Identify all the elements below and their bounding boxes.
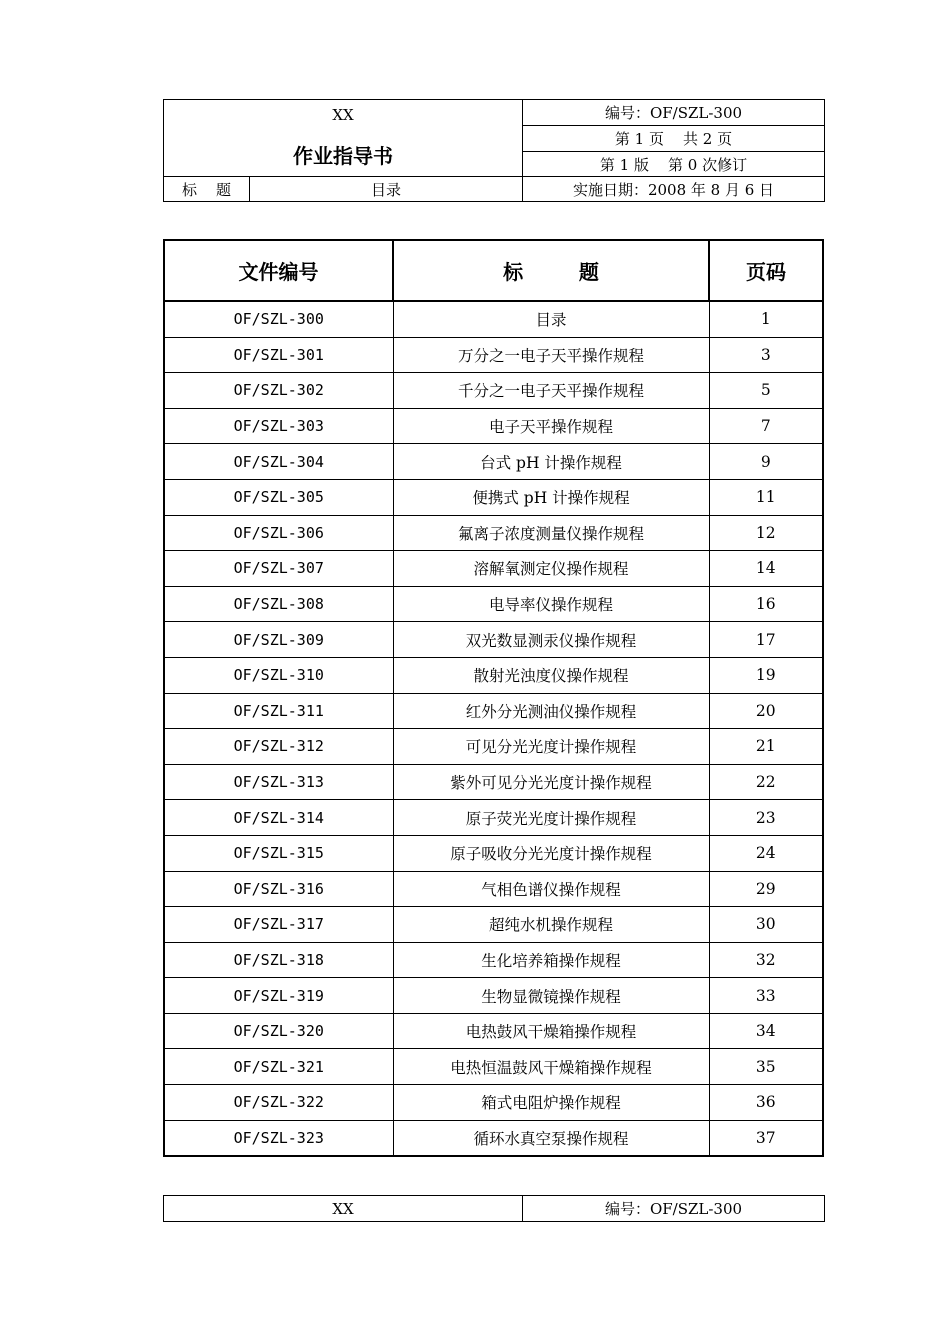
toc-title-cell: 循环水真空泵操作规程 bbox=[393, 1120, 709, 1156]
toc-code-cell: OF/SZL-316 bbox=[164, 871, 393, 907]
table-row bbox=[164, 444, 823, 480]
company-name: XX bbox=[332, 106, 354, 124]
toc-code-cell: OF/SZL-302 bbox=[164, 373, 393, 409]
toc-page-cell: 21 bbox=[709, 729, 823, 765]
toc-title-cell: 生化培养箱操作规程 bbox=[393, 942, 709, 978]
toc-title-cell: 气相色谱仪操作规程 bbox=[393, 871, 709, 907]
toc-title-cell: 双光数显测汞仪操作规程 bbox=[393, 622, 709, 658]
toc-title-cell: 超纯水机操作规程 bbox=[393, 907, 709, 943]
table-row bbox=[164, 515, 823, 551]
toc-title-cell: 箱式电阻炉操作规程 bbox=[393, 1085, 709, 1121]
toc-code-cell: OF/SZL-323 bbox=[164, 1120, 393, 1156]
toc-code-cell: OF/SZL-309 bbox=[164, 622, 393, 658]
toc-title-cell: 紫外可见分光光度计操作规程 bbox=[393, 764, 709, 800]
toc-page-cell: 11 bbox=[709, 479, 823, 515]
table-row bbox=[164, 586, 823, 622]
effective-date: 实施日期：2008 年 8 月 6 日 bbox=[523, 177, 825, 202]
toc-title-cell: 可见分光光度计操作规程 bbox=[393, 729, 709, 765]
toc-code-cell: OF/SZL-321 bbox=[164, 1049, 393, 1085]
footer-code: 编号：OF/SZL-300 bbox=[523, 1196, 825, 1222]
document-header bbox=[163, 99, 825, 202]
toc-page-cell: 35 bbox=[709, 1049, 823, 1085]
toc-code-cell: OF/SZL-310 bbox=[164, 657, 393, 693]
toc-code-cell: OF/SZL-305 bbox=[164, 479, 393, 515]
toc-page-cell: 17 bbox=[709, 622, 823, 658]
toc-title-cell: 电子天平操作规程 bbox=[393, 408, 709, 444]
page-info: 第 1 页 共 2 页 bbox=[523, 126, 825, 152]
toc-title-cell: 电导率仪操作规程 bbox=[393, 586, 709, 622]
toc-code-cell: OF/SZL-306 bbox=[164, 515, 393, 551]
toc-page-cell: 14 bbox=[709, 551, 823, 587]
toc-header-row bbox=[164, 240, 823, 301]
toc-page-cell: 9 bbox=[709, 444, 823, 480]
toc-title-cell: 便携式 pH 计操作规程 bbox=[393, 479, 709, 515]
toc-page-cell: 34 bbox=[709, 1013, 823, 1049]
toc-code-cell: OF/SZL-311 bbox=[164, 693, 393, 729]
toc-code-cell: OF/SZL-317 bbox=[164, 907, 393, 943]
toc-page-cell: 7 bbox=[709, 408, 823, 444]
document-title: 作业指导书 bbox=[293, 144, 393, 168]
toc-page-cell: 33 bbox=[709, 978, 823, 1014]
toc-code-cell: OF/SZL-320 bbox=[164, 1013, 393, 1049]
toc-page-cell: 19 bbox=[709, 657, 823, 693]
toc-code-cell: OF/SZL-308 bbox=[164, 586, 393, 622]
table-row bbox=[164, 978, 823, 1014]
table-row bbox=[164, 729, 823, 765]
toc-code-cell: OF/SZL-301 bbox=[164, 337, 393, 373]
footer-company: XX bbox=[164, 1196, 523, 1222]
toc-code-cell: OF/SZL-304 bbox=[164, 444, 393, 480]
toc-table bbox=[163, 239, 824, 1157]
toc-code-cell: OF/SZL-313 bbox=[164, 764, 393, 800]
toc-title-cell: 台式 pH 计操作规程 bbox=[393, 444, 709, 480]
toc-page-cell: 20 bbox=[709, 693, 823, 729]
document-footer bbox=[163, 1195, 825, 1222]
table-row bbox=[164, 373, 823, 409]
document-code: 编号：OF/SZL-300 bbox=[523, 100, 825, 126]
subject-label: 标 题 bbox=[164, 177, 250, 202]
toc-title-cell: 原子吸收分光光度计操作规程 bbox=[393, 835, 709, 871]
header-title-cell bbox=[164, 100, 523, 177]
toc-title-cell: 电热恒温鼓风干燥箱操作规程 bbox=[393, 1049, 709, 1085]
toc-code-cell: OF/SZL-307 bbox=[164, 551, 393, 587]
toc-title-cell: 千分之一电子天平操作规程 bbox=[393, 373, 709, 409]
toc-page-cell: 37 bbox=[709, 1120, 823, 1156]
table-row bbox=[164, 622, 823, 658]
toc-code-cell: OF/SZL-300 bbox=[164, 301, 393, 337]
toc-page-cell: 1 bbox=[709, 301, 823, 337]
table-row bbox=[164, 693, 823, 729]
table-row bbox=[164, 1013, 823, 1049]
table-row bbox=[164, 301, 823, 337]
table-row bbox=[164, 800, 823, 836]
toc-page-cell: 36 bbox=[709, 1085, 823, 1121]
toc-code-cell: OF/SZL-318 bbox=[164, 942, 393, 978]
toc-code-cell: OF/SZL-322 bbox=[164, 1085, 393, 1121]
toc-code-cell: OF/SZL-319 bbox=[164, 978, 393, 1014]
toc-page-cell: 16 bbox=[709, 586, 823, 622]
toc-code-cell: OF/SZL-315 bbox=[164, 835, 393, 871]
toc-page-cell: 29 bbox=[709, 871, 823, 907]
toc-code-cell: OF/SZL-312 bbox=[164, 729, 393, 765]
table-row bbox=[164, 408, 823, 444]
table-row bbox=[164, 551, 823, 587]
col-header-title: 标 题 bbox=[393, 240, 709, 301]
table-row bbox=[164, 764, 823, 800]
toc-title-cell: 电热鼓风干燥箱操作规程 bbox=[393, 1013, 709, 1049]
table-row bbox=[164, 907, 823, 943]
toc-title-cell: 目录 bbox=[393, 301, 709, 337]
col-header-code: 文件编号 bbox=[164, 240, 393, 301]
toc-page-cell: 23 bbox=[709, 800, 823, 836]
subject-value: 目录 bbox=[250, 177, 523, 202]
toc-page-cell: 30 bbox=[709, 907, 823, 943]
toc-title-cell: 原子荧光光度计操作规程 bbox=[393, 800, 709, 836]
col-header-page: 页码 bbox=[709, 240, 823, 301]
table-row bbox=[164, 1085, 823, 1121]
toc-title-cell: 氟离子浓度测量仪操作规程 bbox=[393, 515, 709, 551]
toc-title-cell: 生物显微镜操作规程 bbox=[393, 978, 709, 1014]
toc-title-cell: 散射光浊度仪操作规程 bbox=[393, 657, 709, 693]
table-row bbox=[164, 337, 823, 373]
table-row bbox=[164, 871, 823, 907]
toc-code-cell: OF/SZL-303 bbox=[164, 408, 393, 444]
toc-page-cell: 24 bbox=[709, 835, 823, 871]
toc-page-cell: 32 bbox=[709, 942, 823, 978]
table-row bbox=[164, 942, 823, 978]
table-row bbox=[164, 479, 823, 515]
toc-code-cell: OF/SZL-314 bbox=[164, 800, 393, 836]
toc-page-cell: 12 bbox=[709, 515, 823, 551]
toc-title-cell: 万分之一电子天平操作规程 bbox=[393, 337, 709, 373]
table-row bbox=[164, 835, 823, 871]
toc-title-cell: 溶解氧测定仪操作规程 bbox=[393, 551, 709, 587]
version-info: 第 1 版 第 0 次修订 bbox=[523, 152, 825, 177]
toc-page-cell: 22 bbox=[709, 764, 823, 800]
table-row bbox=[164, 1120, 823, 1156]
toc-page-cell: 5 bbox=[709, 373, 823, 409]
toc-page-cell: 3 bbox=[709, 337, 823, 373]
table-row bbox=[164, 657, 823, 693]
toc-title-cell: 红外分光测油仪操作规程 bbox=[393, 693, 709, 729]
table-row bbox=[164, 1049, 823, 1085]
